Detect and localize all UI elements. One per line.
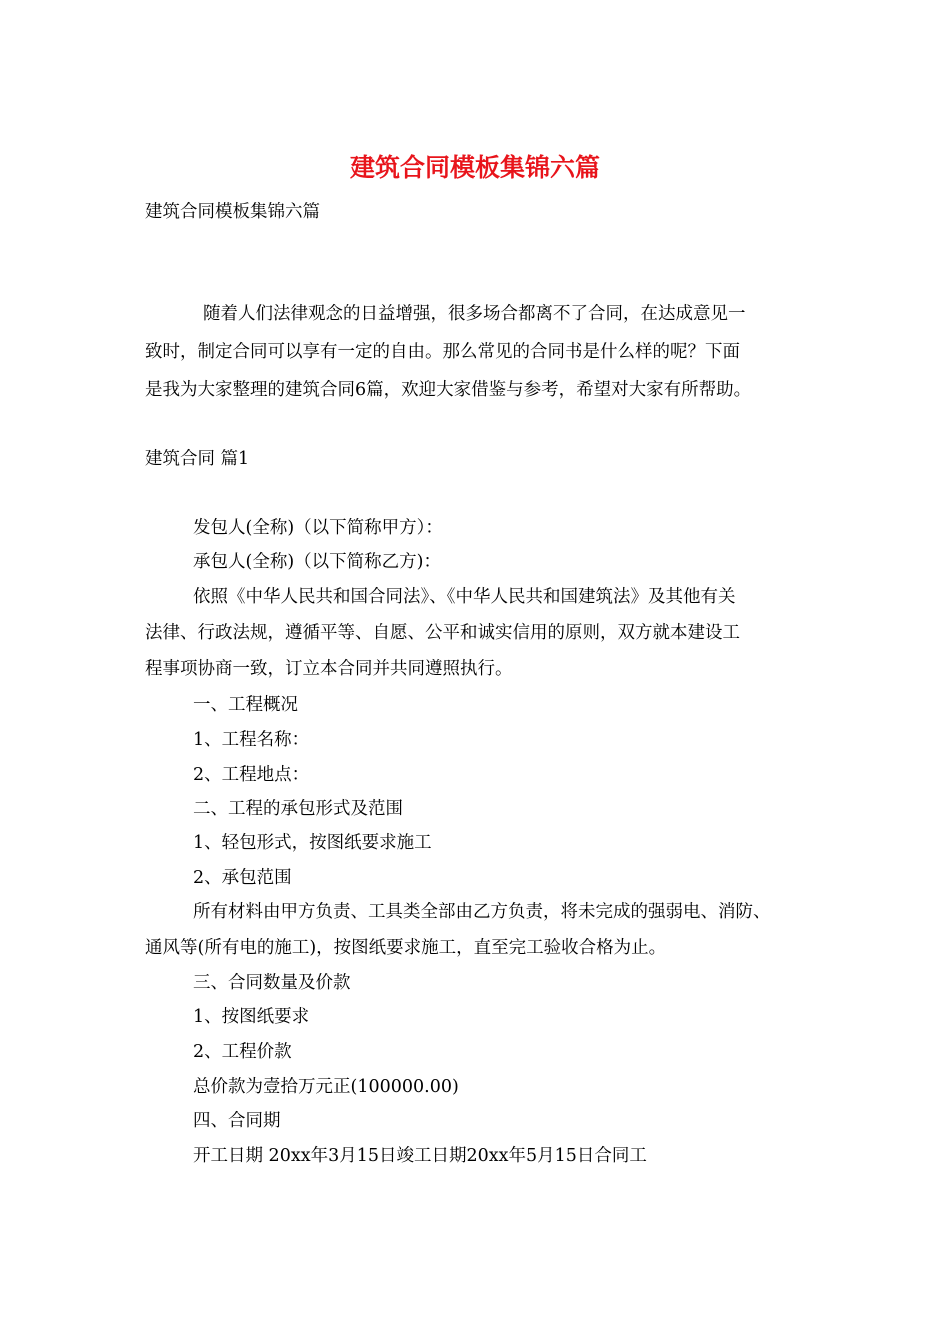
clause-item: 2、承包范围 xyxy=(193,868,292,888)
clause-item: 1、工程名称： xyxy=(193,730,310,750)
document-title: 建筑合同模板集锦六篇 xyxy=(349,153,600,182)
clause-heading: 一、工程概况 xyxy=(193,695,298,715)
clause-heading: 二、工程的承包形式及范围 xyxy=(193,799,403,819)
intro-line-1: 随着人们法律观念的日益增强，很多场合都离不了合同，在达成意见一 xyxy=(203,304,746,324)
clause-heading: 三、合同数量及价款 xyxy=(193,973,351,993)
paragraph-line: 所有材料由甲方负责、工具类全部由乙方负责，将未完成的强弱电、消防、 xyxy=(193,902,771,922)
paragraph-line: 程事项协商一致，订立本合同并共同遵照执行。 xyxy=(145,659,513,679)
party-b-line: 承包人(全称)（以下简称乙方)： xyxy=(193,552,441,572)
price-line: 总价款为壹拾万元正(100000.00) xyxy=(193,1077,459,1097)
party-a-line: 发包人(全称)（以下简称甲方）： xyxy=(193,518,443,538)
intro-line-3: 是我为大家整理的建筑合同6篇，欢迎大家借鉴与参考，希望对大家有所帮助。 xyxy=(145,380,752,400)
section-heading: 建筑合同 篇1 xyxy=(145,449,250,469)
clause-item: 1、轻包形式，按图纸要求施工 xyxy=(193,833,432,853)
paragraph-line: 通风等(所有电的施工)，按图纸要求施工，直至完工验收合格为止。 xyxy=(145,938,667,958)
paragraph-line: 依照《中华人民共和国合同法》、《中华人民共和国建筑法》及其他有关 xyxy=(193,587,736,607)
paragraph-line: 法律、行政法规，遵循平等、自愿、公平和诚实信用的原则，双方就本建设工 xyxy=(145,623,740,643)
clause-item: 2、工程价款 xyxy=(193,1042,292,1062)
clause-item: 2、工程地点： xyxy=(193,765,310,785)
intro-line-2: 致时，制定合同可以享有一定的自由。那么常见的合同书是什么样的呢？下面 xyxy=(145,342,740,362)
document-subtitle: 建筑合同模板集锦六篇 xyxy=(145,202,320,222)
clause-item: 1、按图纸要求 xyxy=(193,1007,310,1027)
dates-line: 开工日期 20xx年3月15日竣工日期20xx年5月15日合同工 xyxy=(193,1146,647,1166)
clause-heading: 四、合同期 xyxy=(193,1111,281,1131)
